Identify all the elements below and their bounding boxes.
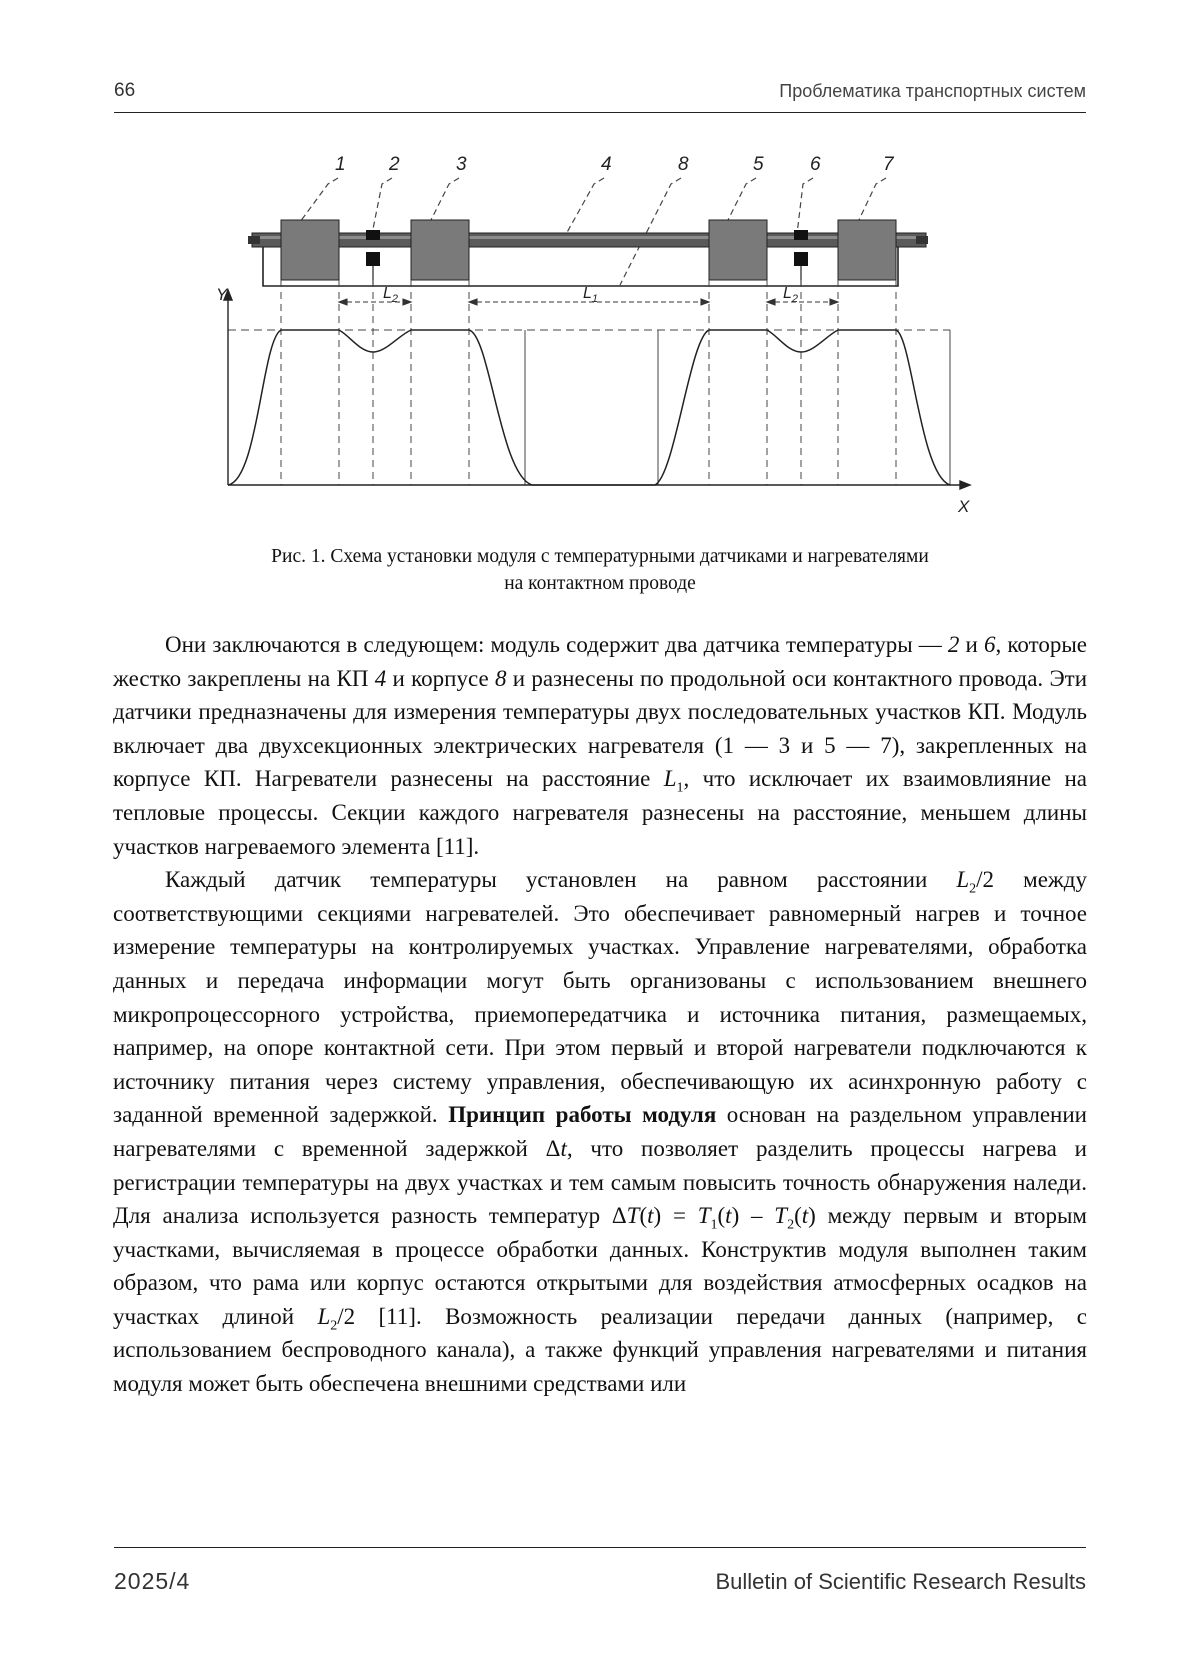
paragraph-2: Каждый датчик температуры установлен на равном расстоянии $L_2/2$ между соответствующими секциями нагревателей. Это обеспечивает равномерный нагрев и точное измерение температуры на контролируемых участках. Управление нагревателями, обработка данных и передача информации могут быть организованы с использованием внешнего микропроцессорного устройства, приемопередатчика и источника питания, размещаемых, например, на опоре контактной сети. При этом первый и второй нагреватели подключаются к источнику питания через систему управления, обеспечивающую их асинхронную работу с заданной временной задержкой. Принцип работы модуля основан на раздельном управлении нагревателями с временной задержкой Δt, что позволяет разделить процессы нагрева и регистрации температуры на двух участках и тем самым повысить точность обнаружения наледи. Для анализа используется разность температур $\Delta T(t) = T_1(t) - T_2(t)$ между первым и вторым участками, вычисляемая в процессе обработки данных. Конструктив модуля выполнен таким образом, что рама или корпус остаются открытыми для воздействия атмосферных осадков на участках длиной $L_2/2$ [11]. Возможность реализации передачи данных (например, с использованием беспроводного канала), а также функций управления нагревателями и питания модуля может быть обеспечена внешними средствами или: [113, 867, 1087, 1397]
bold-term: Принцип работы модуля: [448, 1102, 717, 1128]
callout-4: 4: [601, 154, 612, 175]
issue-number: 2025/4: [114, 1568, 191, 1594]
heater-5: [709, 220, 767, 280]
caption-line-2: на контактном проводе: [504, 573, 696, 594]
sensor-2-top: [366, 230, 380, 240]
wire-clamp-right: [916, 236, 928, 244]
callout-2: 2: [389, 154, 400, 175]
sensor-6-body: [794, 252, 808, 266]
leader-4: [565, 178, 604, 236]
callout-1: 1: [335, 154, 346, 175]
journal-name: Bulletin of Scientific Research Results: [715, 1569, 1086, 1594]
callout-6: 6: [810, 154, 821, 175]
leader-1: [300, 178, 338, 222]
leader-6: [797, 178, 813, 234]
temperature-profile-curve: [228, 330, 950, 485]
dim-label-l1: $L_1$: [583, 285, 599, 305]
section-title: Проблематика транспортных систем: [779, 81, 1086, 101]
leader-8: [620, 178, 681, 285]
heater-1: [281, 220, 339, 280]
axis-x-label: X: [958, 497, 970, 516]
projection-solid-lines: [525, 330, 950, 485]
heater-3: [411, 220, 469, 280]
projection-lines: [281, 280, 896, 485]
callout-7: 7: [883, 154, 894, 175]
leader-2: [372, 178, 392, 234]
heater-7: [838, 220, 896, 280]
caption-line-1: Рис. 1. Схема установки модуля с температурными датчиками и нагревателями: [271, 546, 929, 567]
page-number: 66: [114, 80, 136, 101]
figure-caption: [150, 543, 1050, 597]
callout-5: 5: [753, 154, 764, 175]
callout-3: 3: [456, 154, 467, 175]
contact-wire-highlight: [258, 236, 920, 239]
running-footer: [114, 1547, 1086, 1608]
running-header: [114, 76, 1086, 113]
module-schematic-diagram: [0, 140, 1200, 520]
contact-wire: [252, 233, 926, 247]
sensor-6-top: [794, 230, 808, 240]
article-body: [113, 628, 1087, 1401]
callout-labels: [335, 154, 895, 175]
sensor-2-body: [366, 252, 380, 266]
figure-1: [0, 140, 1200, 520]
dim-label-l2-left: $L_2$: [383, 285, 399, 305]
plot-axes: [224, 290, 970, 489]
wire-clamp-left: [248, 236, 260, 244]
leader-7: [858, 178, 886, 222]
leader-5: [727, 178, 756, 222]
leader-3: [430, 178, 459, 222]
callout-8: 8: [678, 154, 689, 175]
axis-y-label: Y: [216, 285, 228, 304]
dim-label-l2-right: $L_2$: [783, 285, 799, 305]
paragraph-1: Они заключаются в следующем: модуль содержит два датчика температуры — 2 и 6, которые жестко закреплены на КП 4 и корпусе 8 и разнесены по продольной оси контактного провода. Эти датчики предназначены для измерения температуры двух последовательных участков КП. Модуль включает два двухсекционных электрических нагревателя (1 — 3 и 5 — 7), закрепленных на корпусе КП. Нагреватели разнесены на расстояние $L_1$, что исключает их взаимовлияние на тепловые процессы. Секции каждого нагревателя разнесены на расстояние, меньшем длины участков нагреваемого элемента [11].: [113, 632, 1088, 859]
